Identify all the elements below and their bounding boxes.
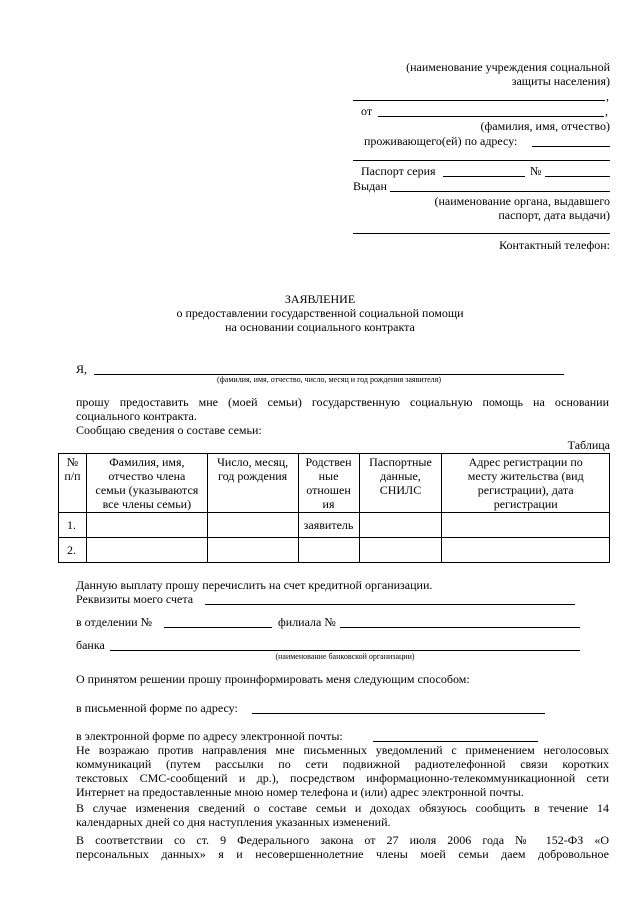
- fio-hint: (фамилия, имя, отчество): [480, 119, 610, 133]
- bank-label: банка: [76, 638, 105, 652]
- address-field[interactable]: [532, 146, 610, 147]
- recipient-field[interactable]: [353, 100, 605, 101]
- written-label: в письменной форме по адресу:: [76, 701, 238, 715]
- email-field[interactable]: [373, 741, 538, 742]
- table-row: [59, 538, 610, 563]
- written-address-field[interactable]: [252, 713, 545, 714]
- issued-field[interactable]: [390, 191, 610, 192]
- cell-relation[interactable]: [298, 538, 359, 563]
- col-passport: Паспортные данные, СНИЛС: [359, 454, 442, 513]
- passport-number-field[interactable]: [545, 176, 610, 177]
- col-fio: Фамилия, имя, отчество члена семьи (указываются все члены семьи): [86, 454, 207, 513]
- sms-line1: Не возражаю против направления мне письменных уведомлений с применением неголосовых: [76, 743, 609, 757]
- table-caption: Таблица: [567, 438, 610, 452]
- passport-series-label: Паспорт серия: [361, 164, 436, 178]
- issuer-hint-line1: (наименование органа, выдавшего: [434, 194, 610, 208]
- cell-address[interactable]: [442, 513, 610, 538]
- cell-address[interactable]: [442, 538, 610, 563]
- col-relation: Родствен ные отношен ия: [298, 454, 359, 513]
- address-label: проживающего(ей) по адресу:: [364, 134, 518, 148]
- form-subtitle-line2: на основании социального контракта: [225, 320, 415, 334]
- sms-line4: Интернет на предоставленные мною номер телефона и (или) адрес электронной почты.: [76, 785, 524, 799]
- cell-passport[interactable]: [359, 538, 442, 563]
- phone-label: Контактный телефон:: [499, 238, 610, 252]
- col-number: № п/п: [59, 454, 87, 513]
- sms-line2: коммуникаций (путем рассылки по сети подвижной радиотелефонной связи коротких: [76, 757, 609, 771]
- applicant-hint: (фамилия, имя, отчество, число, месяц и год рождения заявителя): [216, 375, 442, 384]
- branch-field[interactable]: [164, 627, 272, 628]
- from-field[interactable]: [378, 116, 604, 117]
- account-label: Реквизиты моего счета: [76, 592, 194, 606]
- filial-field[interactable]: [340, 627, 580, 628]
- from-comma: ,: [605, 104, 608, 118]
- bank-field[interactable]: [110, 650, 580, 651]
- from-label: от: [361, 104, 373, 118]
- table-row: [59, 513, 610, 538]
- form-subtitle-line1: о предоставлении государственной социальной помощи: [176, 306, 464, 320]
- notify-intro: О принятом решении прошу проинформировать меня следующим способом:: [76, 672, 470, 686]
- issuer-hint-line2: паспорт, дата выдачи): [498, 208, 610, 222]
- changes-line1: В случае изменения сведений о составе семьи и доходах обязуюсь сообщить в течение 14: [76, 801, 609, 815]
- sms-line3: текстовых СМС-сообщений и др.), посредством информационно-телекоммуникационной сети: [76, 771, 609, 785]
- col-address: Адрес регистрации по месту жительства (вид регистрации), дата регистрации: [442, 454, 610, 513]
- consent-line1: В соответствии со ст. 9 Федерального закона от 27 июля 2006 года № 152-ФЗ «О: [76, 833, 609, 847]
- changes-line2: календарных дней со дня наступления указанных изменений.: [76, 815, 391, 829]
- consent-line2: персональных данных» я и несовершеннолетние члены моей семьи даем добровольное: [76, 847, 609, 861]
- request-text-line2: социального контракта.: [76, 409, 197, 423]
- issued-label: Выдан: [353, 179, 387, 193]
- row-number: 1.: [59, 513, 87, 538]
- branch-label: в отделении №: [76, 615, 153, 629]
- recipient-comma: ,: [606, 89, 609, 103]
- cell-passport[interactable]: [359, 513, 442, 538]
- cell-fio[interactable]: [86, 513, 207, 538]
- bank-hint: (наименование банковской организации): [275, 652, 415, 661]
- passport-number-label: №: [530, 164, 542, 178]
- cell-relation[interactable]: заявитель: [298, 513, 359, 538]
- recipient-hint-line2: защиты населения): [511, 74, 610, 88]
- family-intro: Сообщаю сведения о составе семьи:: [76, 423, 262, 437]
- row-number: 2.: [59, 538, 87, 563]
- address-field-2[interactable]: [353, 160, 610, 161]
- table-header-row: [59, 454, 610, 513]
- family-table: [58, 453, 610, 563]
- transfer-text: Данную выплату прошу перечислить на счет кредитной организации.: [76, 578, 433, 592]
- filial-label: филиала №: [278, 615, 336, 629]
- issuer-field-2[interactable]: [353, 233, 610, 234]
- email-label: в электронной форме по адресу электронной почты:: [76, 729, 343, 743]
- cell-fio[interactable]: [86, 538, 207, 563]
- form-title: ЗАЯВЛЕНИЕ: [284, 292, 356, 306]
- request-text-line1: прошу предоставить мне (моей семьи) государственную социальную помощь на основании: [76, 395, 609, 409]
- applicant-i-label: Я,: [76, 362, 88, 376]
- cell-birthdate[interactable]: [207, 513, 298, 538]
- account-field[interactable]: [205, 604, 575, 605]
- col-birthdate: Число, месяц, год рождения: [207, 454, 298, 513]
- cell-birthdate[interactable]: [207, 538, 298, 563]
- recipient-hint-line1: (наименование учреждения социальной: [406, 60, 610, 74]
- passport-series-field[interactable]: [443, 176, 525, 177]
